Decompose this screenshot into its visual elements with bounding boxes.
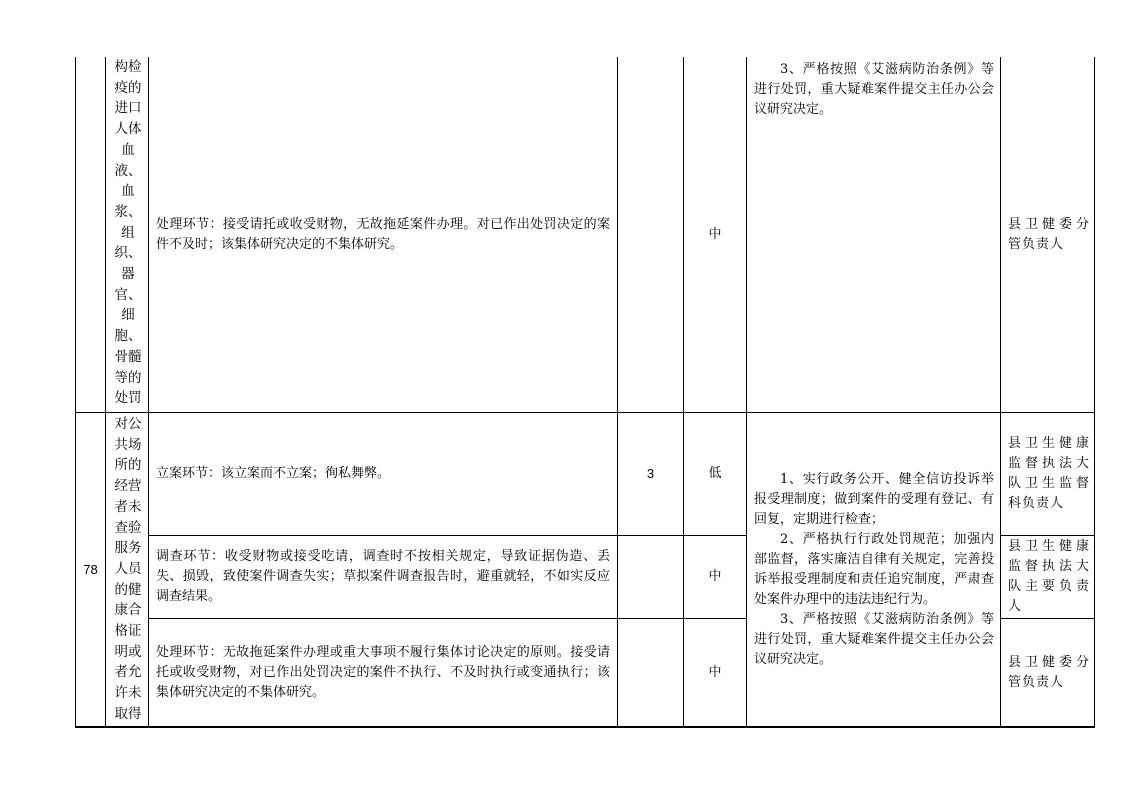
- risk-point-investigation-text: 调查环节：收受财物或接受吃请，调查时不按相关规定，导致证据伪造、丢失、损毁，致使案件调查失实；草拟案件调查报告时，避重就轻，不如实反应调查结果。: [156, 549, 610, 604]
- measure-2: 2、严格执行行政处罚规范；加强内部监督，落实廉洁自律有关规定，完善投诉举报受理制度和责任追究制度，严肃查处案件办理中的违法违纪行为。: [754, 531, 994, 607]
- border-right: [1094, 57, 1095, 727]
- col-line-2: [148, 57, 149, 727]
- row-number: [76, 413, 105, 726]
- measure-continued: 3、严格按照《艾滋病防治条例》等进行处罚，重大疑难案件提交主任办公会议研究决定。: [754, 62, 994, 117]
- row-number-value: 78: [83, 561, 98, 577]
- level-investigation-value: 中: [708, 569, 722, 584]
- measure-3: 3、严格按照《艾滋病防治条例》等进行处罚，重大疑难案件提交主任办公会议研究决定。: [754, 611, 994, 667]
- col-line-5: [746, 57, 747, 727]
- risk-point-continued: [156, 57, 610, 412]
- level-handling-value: 中: [708, 664, 722, 680]
- risk-count: [618, 413, 683, 535]
- responsible-handling: [1008, 619, 1090, 726]
- risk-point-investigation: [156, 536, 610, 618]
- responsible-filing-text: 县卫生健康监督执法大队卫生监督科负责人: [1008, 436, 1090, 511]
- risk-point-handling: [156, 619, 610, 726]
- risk-point-filing-text: 立案环节：该立案而不立案；徇私舞弊。: [156, 466, 391, 481]
- risk-point-continued-text: 处理环节：接受请托或收受财物，无故拖延案件办理。对已作出处罚决定的案件不及时；该集体研究决定的不集体研究。: [156, 216, 610, 252]
- level-continued: [684, 57, 746, 412]
- level-handling: [684, 619, 746, 726]
- measures-78-list: [754, 470, 994, 670]
- border-bottom: [75, 726, 1095, 728]
- level-filing-value: 低: [708, 466, 722, 481]
- risk-point-filing: [156, 413, 610, 535]
- item-text-78: 对公共场所的经营者未查验服务人员的健康合格证明或者允许未取得: [114, 416, 142, 722]
- responsible-continued: [1008, 57, 1090, 412]
- risk-point-handling-text: 处理环节：无故拖延案件办理或重大事项不履行集体讨论决定的原则。接受请托或收受财物，对已作出处罚决定的案件不执行、不及时执行或变通执行；该集体研究决定的不集体研究。: [156, 644, 610, 700]
- measure-1: 1、实行政务公开、健全信访投诉举报受理制度；做到案件的受理有登记、有回复，定期进行检查；: [754, 471, 994, 527]
- risk-count-value: 3: [646, 466, 655, 481]
- level-filing: [684, 413, 746, 535]
- item-text-continued: 构检疫的进口人体血液、血浆、组织、器官、细胞、骨髓等的处罚: [114, 59, 142, 407]
- col-line-6: [1000, 57, 1001, 727]
- responsible-continued-text: 县卫健委分管负责人: [1008, 216, 1090, 252]
- col-line-3: [617, 57, 618, 727]
- responsible-investigation: [1008, 536, 1090, 618]
- responsible-handling-text: 县卫健委分管负责人: [1008, 654, 1090, 690]
- level-investigation: [684, 536, 746, 618]
- responsible-filing: [1008, 413, 1090, 535]
- col-line-1: [105, 57, 106, 727]
- level-continued-value: 中: [708, 226, 722, 242]
- measures-78: [754, 413, 994, 726]
- responsible-investigation-text: 县卫生健康监督执法大队主要负责人: [1008, 539, 1090, 614]
